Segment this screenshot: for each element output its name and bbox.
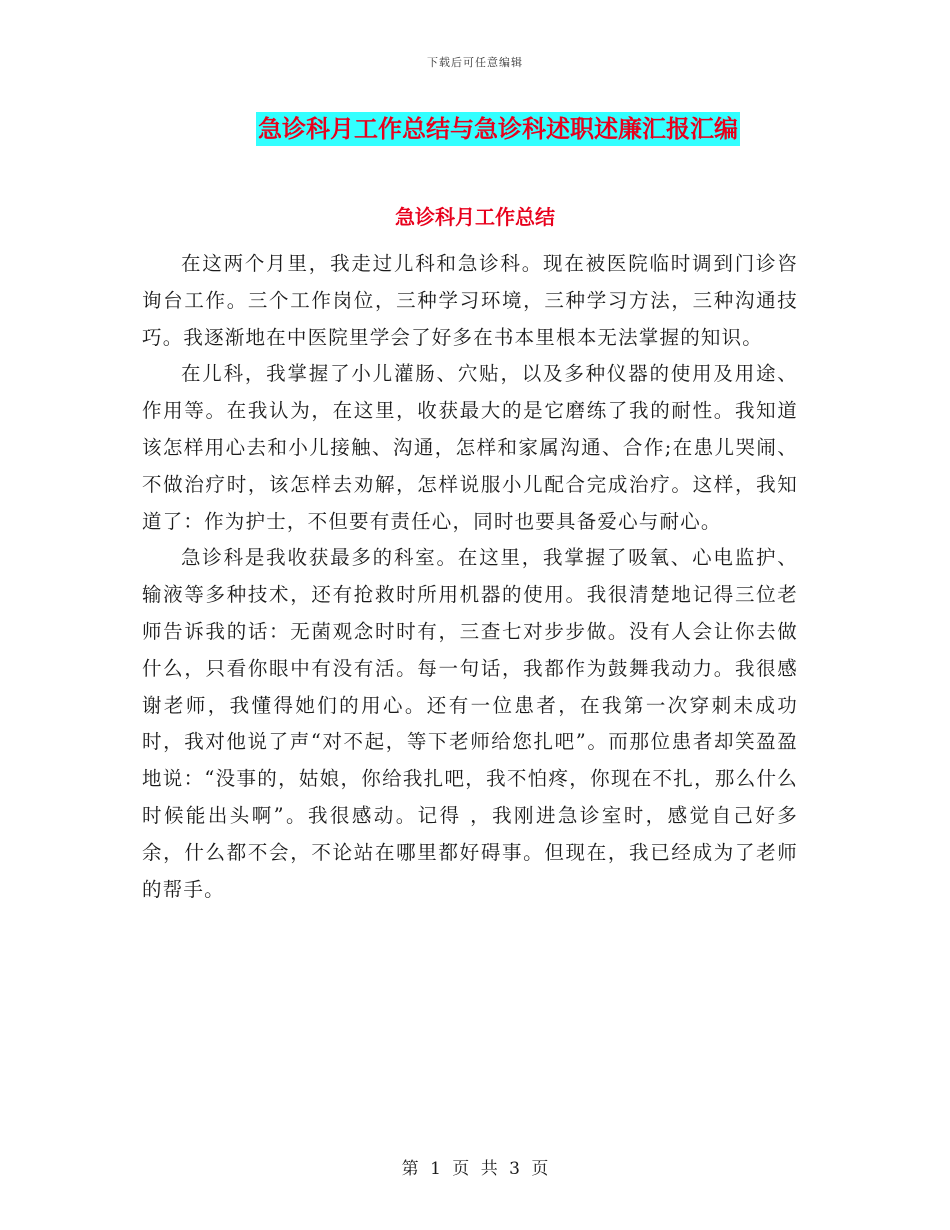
paragraph: 急诊科是我收获最多的科室。在这里，我掌握了吸氧、心电监护、输液等多种技术，还有抢救时所用机器的使用。我很清楚地记得三位老师告诉我的话：无菌观念时时有，三查七对步步做。没有人会让你去做什么，只看你眼中有没有活。每一句话，我都作为鼓舞我动力。我很感谢老师，我懂得她们的用心。还有一位患者，在我第一次穿刺未成功时，我对他说了声“对不起，等下老师给您扎吧”。而那位患者却笑盈盈地说：“没事的，姑娘，你给我扎吧，我不怕疼，你现在不扎，那么什么时候能出头啊”。我很感动。记得 ，我刚进急诊室时，感觉自己好多余，什么都不会，不论站在哪里都好碍事。但现在，我已经成为了老师的帮手。 [142, 546, 798, 901]
document-title-wrapper [0, 112, 950, 146]
header-note: 下载后可任意编辑 [427, 56, 523, 69]
paragraph: 在儿科，我掌握了小儿灌肠、穴贴，以及多种仪器的使用及用途、作用等。在我认为，在这里，收获最大的是它磨练了我的耐性。我知道该怎样用心去和小儿接触、沟通，怎样和家属沟通、合作;在患儿哭闹、不做治疗时，该怎样去劝解，怎样说服小儿配合完成治疗。这样，我知道了：作为护士，不但要有责任心，同时也要具备爱心与耐心。 [142, 362, 798, 533]
document-body [142, 246, 798, 908]
document-title: 急诊科月工作总结与急诊科述职述廉汇报汇编 [256, 112, 740, 146]
page-footer: 第 1 页 共 3 页 [401, 1159, 549, 1179]
paragraph: 在这两个月里，我走过儿科和急诊科。现在被医院临时调到门诊咨询台工作。三个工作岗位，三种学习环境，三种学习方法，三种沟通技巧。我逐渐地在中医院里学会了好多在书本里根本无法掌握的知识。 [142, 252, 798, 349]
section-title: 急诊科月工作总结 [395, 205, 555, 229]
